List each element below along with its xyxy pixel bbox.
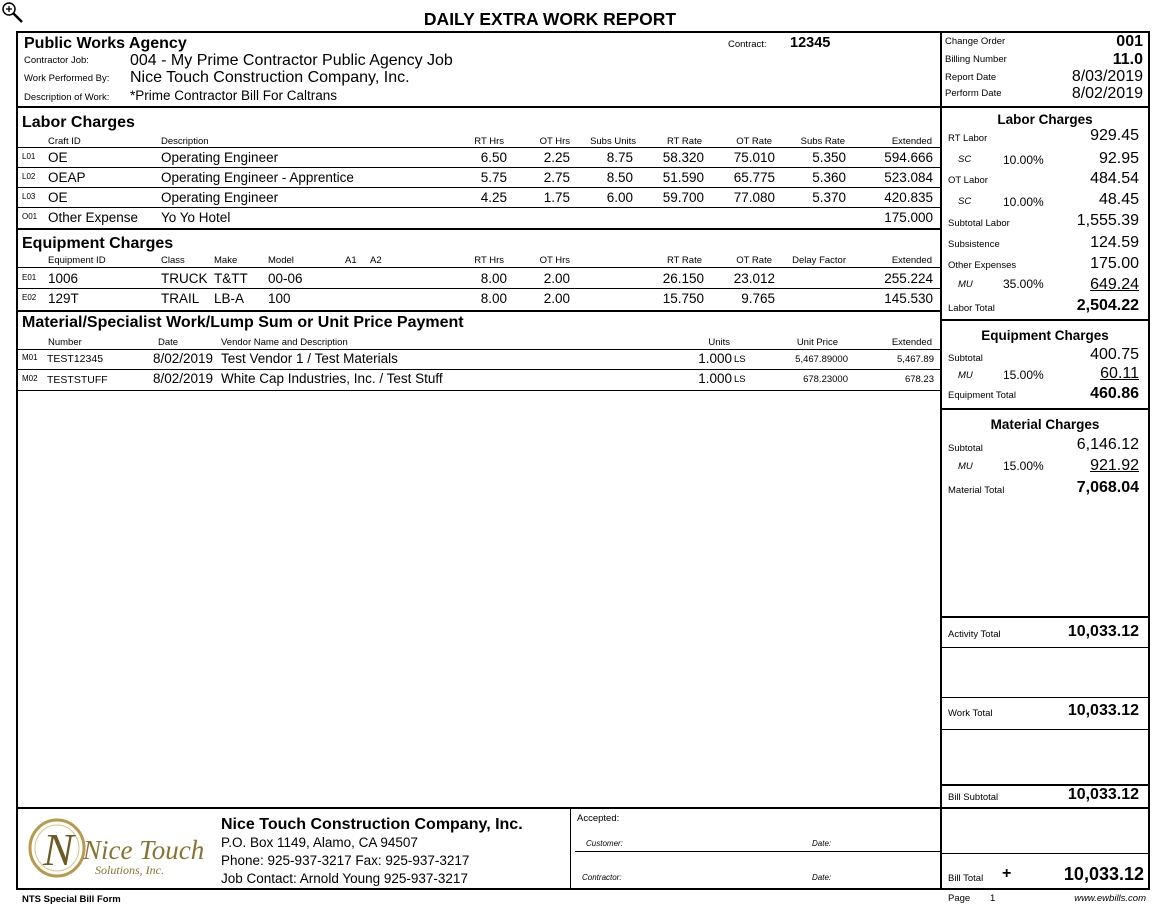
footer-address: P.O. Box 1149, Alamo, CA 94507 xyxy=(221,835,418,850)
summary-labor-end xyxy=(942,319,1148,321)
summary-mat-subtotal-label: Subtotal xyxy=(948,443,983,454)
mat-header-number: Number xyxy=(48,337,82,348)
summary-equip-mu-label: MU xyxy=(958,370,973,381)
equip-header-rt-hrs: RT Hrs xyxy=(474,255,504,266)
labor-row-code: L03 xyxy=(22,192,36,201)
equip-row-rt-hrs: 8.00 xyxy=(480,271,507,286)
billing-number-label: Billing Number xyxy=(945,54,1007,65)
mat-header-units: Units xyxy=(708,337,730,348)
accepted-label: Accepted: xyxy=(577,813,620,824)
header-divider xyxy=(16,106,1150,108)
labor-row-subs-rate: 5.350 xyxy=(812,150,846,165)
equip-header-delay-factor: Delay Factor xyxy=(792,255,846,266)
labor-header-subs-units: Subs Units xyxy=(590,136,636,147)
mat-header-date: Date xyxy=(158,337,179,348)
labor-row-subs-rate: 5.360 xyxy=(812,170,846,185)
activity-total-label: Activity Total xyxy=(948,629,1001,640)
labor-row-extended: 594.666 xyxy=(884,150,933,165)
change-order: 001 xyxy=(1116,33,1143,50)
customer-signature-line xyxy=(575,851,940,852)
description-label: Description of Work: xyxy=(24,92,110,103)
equip-row-ot-hrs: 2.00 xyxy=(543,291,570,306)
equip-header-id: Equipment ID xyxy=(48,255,106,266)
summary-ot-labor-label: OT Labor xyxy=(948,175,988,186)
frame-right xyxy=(1148,31,1150,890)
summary-rt-labor: 929.45 xyxy=(1090,127,1139,144)
labor-header-ot-hrs: OT Hrs xyxy=(539,136,570,147)
change-order-label: Change Order xyxy=(945,36,1006,47)
bill-total-rule xyxy=(942,853,1148,854)
summary-rt-labor-label: RT Labor xyxy=(948,133,988,144)
summary-mat-total: 7,068.04 xyxy=(1076,479,1139,496)
mat-row-code: M01 xyxy=(22,353,38,362)
labor-row-ot-rate: 65.775 xyxy=(733,170,775,185)
summary-mat-subtotal: 6,146.12 xyxy=(1076,436,1139,453)
equip-row-class: TRUCK xyxy=(161,271,208,286)
bill-total-sign: + xyxy=(1002,865,1012,882)
summary-other-expenses-label: Other Expenses xyxy=(948,260,1017,271)
nice-touch-logo xyxy=(25,815,210,883)
summary-sc2-pct: 10.00% xyxy=(1003,195,1044,209)
bill-total-label: Bill Total xyxy=(948,873,984,884)
mat-row-vendor: White Cap Industries, Inc. / Test Stuff xyxy=(221,371,443,386)
labor-row-rt-hrs: 6.50 xyxy=(480,150,507,165)
work-performed: Nice Touch Construction Company, Inc. xyxy=(130,69,410,86)
labor-row-subs-units: 8.50 xyxy=(606,170,633,185)
equip-row-extended: 255.224 xyxy=(884,271,933,286)
work-rule xyxy=(942,697,1148,698)
mat-row-date: 8/02/2019 xyxy=(153,371,214,386)
labor-section-title: Labor Charges xyxy=(22,114,135,131)
summary-equip-total-label: Equipment Total xyxy=(948,390,1016,401)
labor-header-craft: Craft ID xyxy=(48,136,81,147)
equip-header-a1: A1 xyxy=(345,255,357,266)
equip-row-ot-rate: 9.765 xyxy=(741,291,775,306)
footer-top-rule xyxy=(16,807,1150,809)
form-name: NTS Special Bill Form xyxy=(22,894,121,905)
frame-bottom xyxy=(16,888,1150,890)
footer-phone: Phone: 925-937-3217 Fax: 925-937-3217 xyxy=(221,853,470,868)
labor-row-desc: Operating Engineer xyxy=(161,150,279,165)
customer-date-label: Date: xyxy=(812,839,832,848)
mat-row-code: M02 xyxy=(22,374,38,383)
mat-row-vendor: Test Vendor 1 / Test Materials xyxy=(221,351,398,366)
summary-labor-title: Labor Charges xyxy=(997,112,1093,127)
mat-row-date: 8/02/2019 xyxy=(153,351,214,366)
summary-sc1: 92.95 xyxy=(1098,150,1139,167)
labor-row-subs-units: 6.00 xyxy=(606,190,633,205)
mat-row-unit-price: 5,467.89000 xyxy=(795,354,848,365)
bill-subtotal: 10,033.12 xyxy=(1067,786,1139,803)
mat-header-rule xyxy=(18,349,940,350)
summary-mat-total-label: Material Total xyxy=(948,485,1005,496)
mat-row-extended: 5,467.89 xyxy=(897,354,934,365)
equip-row-id: 129T xyxy=(48,291,79,306)
mat-row-unit-type: LS xyxy=(734,374,746,385)
summary-mat-mu: 921.92 xyxy=(1090,457,1139,474)
mat-row-rule xyxy=(18,390,940,391)
summary-sc2-label: SC xyxy=(958,196,972,207)
website[interactable]: www.ewbills.com xyxy=(1074,893,1146,904)
labor-header-rule xyxy=(18,147,940,148)
equipment-section-title: Equipment Charges xyxy=(22,235,174,252)
description: *Prime Contractor Bill For Caltrans xyxy=(130,88,338,103)
labor-section-end xyxy=(18,228,940,230)
labor-row-rule xyxy=(18,187,940,188)
labor-row-rt-hrs: 5.75 xyxy=(480,170,507,185)
other-expense-extended: 175.000 xyxy=(884,210,933,225)
page-number: 1 xyxy=(990,893,996,904)
equip-header-extended: Extended xyxy=(891,255,932,266)
summary-ot-labor: 484.54 xyxy=(1090,170,1139,187)
labor-row-ot-rate: 75.010 xyxy=(733,150,775,165)
summary-subtotal-labor: 1,555.39 xyxy=(1076,212,1139,229)
customer-label: Customer: xyxy=(586,839,623,848)
contract-number: 12345 xyxy=(790,35,831,51)
summary-equip-subtotal: 400.75 xyxy=(1090,346,1139,363)
equip-row-rt-rate: 26.150 xyxy=(662,271,704,286)
mat-header-extended: Extended xyxy=(891,337,932,348)
mat-row-units: 1.000 xyxy=(698,371,732,386)
labor-row-code: L01 xyxy=(22,152,36,161)
equip-row-rule xyxy=(18,288,940,289)
contract-label: Contract: xyxy=(728,39,767,50)
equip-row-class: TRAIL xyxy=(161,291,200,306)
labor-row-rt-rate: 59.700 xyxy=(662,190,704,205)
contractor-label: Contractor: xyxy=(582,873,622,882)
equip-header-rule xyxy=(18,267,940,268)
equip-row-make: LB-A xyxy=(214,291,245,306)
labor-row-code: L02 xyxy=(22,172,36,181)
summary-equip-subtotal-label: Subtotal xyxy=(948,353,983,364)
activity-end-rule xyxy=(942,647,1148,648)
other-expense-code: O01 xyxy=(22,212,38,221)
summary-material-title: Material Charges xyxy=(990,417,1100,432)
contractor-job: 004 - My Prime Contractor Public Agency Job xyxy=(130,52,453,69)
labor-row-ot-hrs: 1.75 xyxy=(543,190,570,205)
other-expense-label: Other Expense xyxy=(48,210,139,225)
summary-subtotal-labor-label: Subtotal Labor xyxy=(948,218,1010,229)
frame-top xyxy=(16,31,1150,33)
summary-equip-mu-pct: 15.00% xyxy=(1003,368,1044,382)
labor-row-subs-units: 8.75 xyxy=(606,150,633,165)
mat-row-extended: 678.23 xyxy=(904,374,934,385)
billing-number: 11.0 xyxy=(1112,51,1143,68)
summary-labor-total: 2,504.22 xyxy=(1076,297,1139,314)
labor-row-rule xyxy=(18,207,940,208)
equip-header-model: Model xyxy=(268,255,294,266)
activity-rule xyxy=(942,616,1148,618)
summary-equip-total: 460.86 xyxy=(1090,385,1139,402)
labor-row-desc: Operating Engineer - Apprentice xyxy=(161,170,354,185)
labor-row-ot-rate: 77.080 xyxy=(733,190,775,205)
labor-header-extended: Extended xyxy=(891,136,932,147)
equip-row-ot-rate: 23.012 xyxy=(733,271,775,286)
equip-row-model: 100 xyxy=(268,291,291,306)
labor-header-subs-rate: Subs Rate xyxy=(800,136,845,147)
page-label: Page xyxy=(948,893,971,904)
contractor-date-label: Date: xyxy=(812,873,832,882)
summary-labor-mu-label: MU xyxy=(958,279,973,290)
work-total: 10,033.12 xyxy=(1067,702,1139,719)
labor-row-rt-hrs: 4.25 xyxy=(480,190,507,205)
summary-mat-mu-label: MU xyxy=(958,461,973,472)
labor-row-craft: OE xyxy=(48,190,68,205)
summary-sc2: 48.45 xyxy=(1098,191,1139,208)
work-total-label: Work Total xyxy=(948,708,993,719)
equip-header-rt-rate: RT Rate xyxy=(666,255,702,266)
labor-row-craft: OE xyxy=(48,150,68,165)
perform-date-label: Perform Date xyxy=(945,88,1002,99)
report-title: DAILY EXTRA WORK REPORT xyxy=(423,9,677,29)
equip-row-rt-hrs: 8.00 xyxy=(480,291,507,306)
labor-row-rt-rate: 58.320 xyxy=(662,150,704,165)
bill-total: 10,033.12 xyxy=(1063,864,1144,884)
labor-header-rt-hrs: RT Hrs xyxy=(474,136,504,147)
labor-row-ot-hrs: 2.75 xyxy=(543,170,570,185)
logo-subtext: Solutions, Inc. xyxy=(95,863,164,877)
labor-row-rule xyxy=(18,167,940,168)
report-date: 8/03/2019 xyxy=(1071,68,1143,85)
summary-equipment-title: Equipment Charges xyxy=(981,328,1109,343)
equip-row-id: 1006 xyxy=(48,271,79,286)
logo-initial-text: N xyxy=(43,824,74,875)
equip-row-code: E01 xyxy=(22,273,37,282)
summary-sc1-label: SC xyxy=(958,154,972,165)
mat-row-unit-price: 678.23000 xyxy=(803,374,848,385)
summary-labor-mu-pct: 35.00% xyxy=(1003,277,1044,291)
labor-header-desc: Description xyxy=(161,136,209,147)
labor-row-extended: 420.835 xyxy=(884,190,933,205)
equip-row-extended: 145.530 xyxy=(884,291,933,306)
other-expense-desc: Yo Yo Hotel xyxy=(161,210,231,225)
material-section-title: Material/Specialist Work/Lump Sum or Unit Price Payment xyxy=(22,314,464,331)
equip-section-end xyxy=(18,310,940,312)
frame-divider xyxy=(940,31,942,888)
summary-subsistence: 124.59 xyxy=(1090,234,1139,251)
mat-row-number: TESTSTUFF xyxy=(47,374,108,386)
labor-row-extended: 523.084 xyxy=(884,170,933,185)
activity-total: 10,033.12 xyxy=(1067,623,1139,640)
summary-equip-mu: 60.11 xyxy=(1100,365,1139,382)
equip-header-ot-rate: OT Rate xyxy=(736,255,772,266)
labor-row-subs-rate: 5.370 xyxy=(812,190,846,205)
contractor-job-label: Contractor Job: xyxy=(24,55,89,66)
mat-row-unit-type: LS xyxy=(734,354,746,365)
frame-left xyxy=(16,31,18,890)
summary-mat-mu-pct: 15.00% xyxy=(1003,459,1044,473)
agency-name: Public Works Agency xyxy=(24,35,187,52)
perform-date: 8/02/2019 xyxy=(1071,85,1143,102)
summary-equip-end xyxy=(942,408,1148,410)
logo-text: Nice Touch xyxy=(83,835,205,865)
equip-row-ot-hrs: 2.00 xyxy=(543,271,570,286)
mat-row-number: TEST12345 xyxy=(47,353,104,365)
mat-header-vendor: Vendor Name and Description xyxy=(221,337,348,348)
summary-sc1-pct: 10.00% xyxy=(1003,153,1044,167)
equip-header-a2: A2 xyxy=(370,255,382,266)
labor-row-desc: Operating Engineer xyxy=(161,190,279,205)
labor-header-ot-rate: OT Rate xyxy=(736,136,772,147)
summary-labor-mu: 649.24 xyxy=(1090,276,1139,293)
mat-row-rule xyxy=(18,369,940,370)
equip-row-make: T&TT xyxy=(214,271,248,286)
mat-row-units: 1.000 xyxy=(698,351,732,366)
equip-header-class: Class xyxy=(161,255,185,266)
equip-row-model: 00-06 xyxy=(268,271,303,286)
labor-row-rt-rate: 51.590 xyxy=(662,170,704,185)
summary-labor-total-label: Labor Total xyxy=(948,303,995,314)
bill-subtotal-label: Bill Subtotal xyxy=(948,792,999,803)
report-date-label: Report Date xyxy=(945,72,997,83)
equip-header-ot-hrs: OT Hrs xyxy=(539,255,570,266)
footer-divider xyxy=(570,808,571,889)
work-performed-label: Work Performed By: xyxy=(24,73,110,84)
labor-row-ot-hrs: 2.25 xyxy=(543,150,570,165)
footer-company: Nice Touch Construction Company, Inc. xyxy=(221,816,523,833)
summary-subsistence-label: Subsistence xyxy=(948,239,1000,250)
summary-other-expenses: 175.00 xyxy=(1090,255,1139,272)
footer-contact: Job Contact: Arnold Young 925-937-3217 xyxy=(221,871,468,886)
equip-row-rt-rate: 15.750 xyxy=(662,291,704,306)
work-end-rule xyxy=(942,729,1148,730)
mat-header-unit-price: Unit Price xyxy=(796,337,838,348)
equip-row-code: E02 xyxy=(22,293,37,302)
labor-row-craft: OEAP xyxy=(48,170,86,185)
equip-header-make: Make xyxy=(214,255,238,266)
labor-header-rt-rate: RT Rate xyxy=(666,136,702,147)
